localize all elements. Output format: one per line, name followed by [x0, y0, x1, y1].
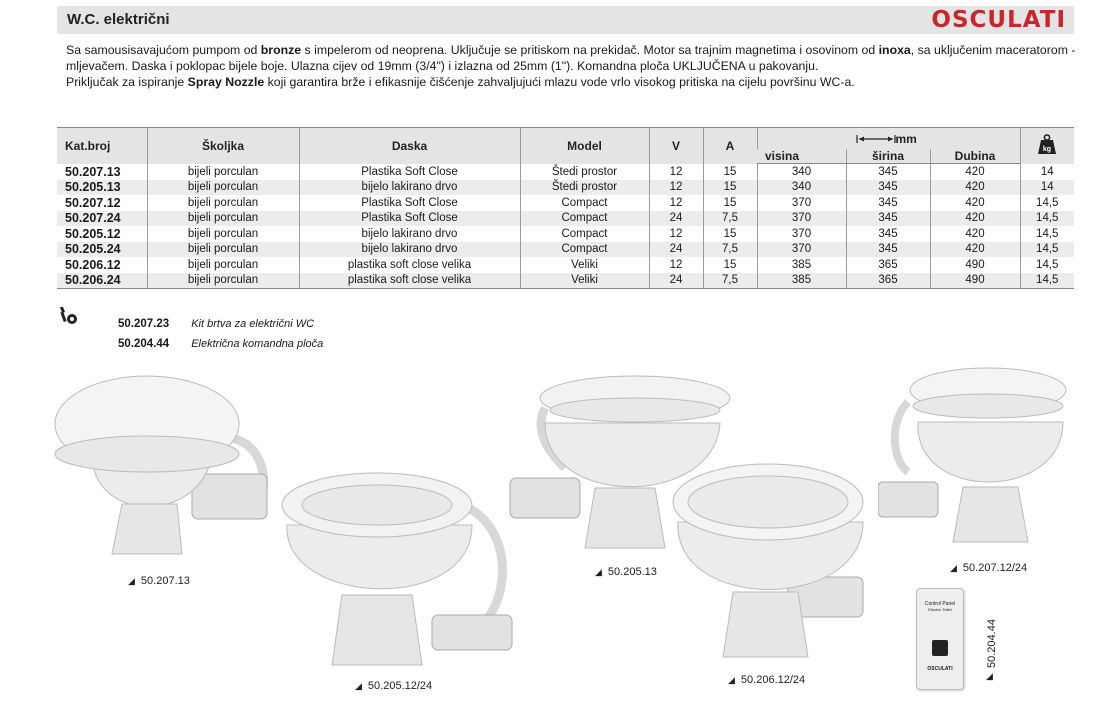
cell-height: 385: [757, 273, 846, 289]
table-row: [57, 195, 1074, 211]
desc-bold: Spray Nozzle: [187, 75, 265, 89]
desc-text: , sa uključenim maceratorom - mljevačem. Daska i poklopac bijele boje. Ulazna cijev od 19mm (3/4") i izlazna od 25mm (1"). Komandna ploča UKLJUČENA u pakovanju.: [66, 43, 1076, 73]
header-code: Kat.broj: [57, 128, 147, 164]
cell-ampere: 15: [703, 164, 757, 180]
cell-voltage: 12: [649, 164, 703, 180]
cell-weight: 14: [1020, 164, 1074, 180]
caption-text: 50.205.12/24: [367, 680, 433, 692]
cell-weight: 14,5: [1020, 273, 1074, 289]
header-ampere: A: [703, 128, 757, 164]
cell-model: Štedi prostor: [520, 164, 649, 180]
table-row: [57, 242, 1074, 258]
cell-code: 50.205.13: [57, 180, 147, 196]
cell-weight: 14,5: [1020, 242, 1074, 258]
header-seat: Daska: [299, 128, 520, 164]
spec-table: [57, 127, 1074, 289]
cell-bowl: bijeli porculan: [147, 164, 299, 180]
cell-height: 370: [757, 211, 846, 227]
cell-width: 345: [846, 242, 930, 258]
cell-bowl: bijeli porculan: [147, 211, 299, 227]
image-caption: ◢ 50.206.12/24: [728, 674, 806, 686]
section-title: W.C. električni: [67, 11, 170, 28]
cell-bowl: bijeli porculan: [147, 226, 299, 242]
cell-code: 50.207.13: [65, 164, 121, 179]
cell-code: 50.206.12: [65, 257, 121, 272]
cell-seat: Plastika Soft Close: [299, 195, 520, 211]
cell-depth: 420: [930, 242, 1020, 258]
cell-depth: 490: [930, 273, 1020, 289]
cell-seat: plastika soft close velika: [299, 273, 520, 289]
cell-code: 50.207.24: [57, 211, 147, 227]
cell-voltage: 24: [649, 211, 703, 227]
caption-text: 50.204.44: [986, 619, 998, 668]
cell-ampere: 15: [703, 257, 757, 273]
dimension-unit: mm: [895, 131, 917, 146]
cell-model: Veliki: [520, 257, 649, 273]
header-dimensions: [757, 128, 1020, 150]
table-row: [57, 226, 1074, 242]
image-caption: ◢ 50.207.13: [128, 575, 190, 587]
dimension-arrow-icon: [856, 134, 896, 144]
cell-seat: bijelo lakirano drvo: [299, 242, 520, 258]
cell-weight: 14,5: [1020, 195, 1074, 211]
table-row: [57, 164, 1074, 180]
toilet-image-50-207-12-24: [878, 362, 1068, 552]
desc-bold: inoxa: [878, 43, 911, 57]
cell-weight: 14: [1020, 180, 1074, 196]
cell-width: 345: [846, 195, 930, 211]
cell-seat: bijelo lakirano drvo: [299, 180, 520, 196]
caption-text: 50.206.12/24: [740, 674, 806, 686]
accessory-item: [118, 338, 323, 350]
cell-depth: 420: [930, 164, 1020, 180]
header-height: visina: [757, 149, 846, 164]
cell-code: 50.206.24: [57, 273, 147, 289]
desc-text: Sa samousisavajućom pumpom od: [66, 43, 261, 57]
header-voltage: V: [649, 128, 703, 164]
cell-ampere: 15: [703, 226, 757, 242]
accessory-item: [118, 318, 314, 330]
toilet-image-50-205-12-24: [272, 465, 522, 675]
cell-voltage: 24: [649, 273, 703, 289]
cell-ampere: 7,5: [703, 211, 757, 227]
cell-height: 370: [757, 226, 846, 242]
cell-ampere: 15: [703, 180, 757, 196]
product-description: [66, 42, 1076, 90]
cell-width: 345: [846, 226, 930, 242]
svg-text:kg: kg: [1043, 146, 1052, 154]
cell-depth: 420: [930, 226, 1020, 242]
cell-seat: Plastika Soft Close: [299, 164, 520, 180]
cell-model: Štedi prostor: [520, 180, 649, 196]
accessory-text: Električna komandna ploča: [191, 338, 324, 350]
cell-seat: bijelo lakirano drvo: [299, 226, 520, 242]
header-bowl: Školjka: [147, 128, 299, 164]
cell-bowl: bijeli porculan: [147, 195, 299, 211]
cell-height: 340: [757, 164, 846, 180]
accessory-text: Kit brtva za električni WC: [191, 318, 315, 330]
header-depth: Dubina: [930, 149, 1020, 164]
table-row: [57, 180, 1074, 196]
brand-logo: OSCULATI: [931, 7, 1066, 33]
image-caption: ◢ 50.205.12/24: [355, 680, 433, 692]
cell-model: Compact: [520, 195, 649, 211]
panel-caption: [986, 619, 998, 668]
cell-model: Compact: [520, 226, 649, 242]
panel-button: [932, 640, 948, 656]
table-row: [57, 211, 1074, 227]
cell-code: 50.207.12: [65, 195, 121, 210]
cell-code: 50.205.24: [57, 242, 147, 258]
cell-depth: 490: [930, 257, 1020, 273]
cell-depth: 420: [930, 211, 1020, 227]
cell-weight: 14,5: [1020, 257, 1074, 273]
cell-voltage: 12: [649, 257, 703, 273]
cell-bowl: bijeli porculan: [147, 242, 299, 258]
desc-text: s impelerom od neoprena. Uključuje se pritiskom na prekidač. Motor sa trajnim magnetima i osovinom od: [301, 43, 879, 57]
cell-weight: 14,5: [1020, 226, 1074, 242]
cell-depth: 420: [930, 195, 1020, 211]
cell-voltage: 12: [649, 180, 703, 196]
weight-icon: [1038, 134, 1056, 154]
spare-parts-icon: [57, 305, 79, 327]
cell-width: 365: [846, 257, 930, 273]
cell-weight: 14,5: [1020, 211, 1074, 227]
cell-width: 345: [846, 164, 930, 180]
cell-height: 340: [757, 180, 846, 196]
cell-code: 50.205.12: [65, 226, 121, 241]
cell-width: 365: [846, 273, 930, 289]
image-caption: ◢ 50.205.13: [595, 566, 657, 578]
cell-height: 385: [757, 257, 846, 273]
caption-text: 50.205.13: [607, 566, 657, 578]
cell-width: 345: [846, 211, 930, 227]
cell-voltage: 12: [649, 195, 703, 211]
toilet-image-50-207-13: [52, 364, 282, 564]
cell-depth: 420: [930, 180, 1020, 196]
header-model: Model: [520, 128, 649, 164]
toilet-image-50-206-12-24: [668, 462, 878, 662]
caption-text: 50.207.12/24: [962, 562, 1028, 574]
cell-ampere: 7,5: [703, 242, 757, 258]
cell-voltage: 12: [649, 226, 703, 242]
cell-ampere: 7,5: [703, 273, 757, 289]
header-width: širina: [846, 149, 930, 164]
panel-label: Control Panel: [924, 601, 956, 607]
cell-model: Compact: [520, 211, 649, 227]
table-row: [57, 273, 1074, 289]
cell-model: Veliki: [520, 273, 649, 289]
cell-seat: Plastika Soft Close: [299, 211, 520, 227]
panel-brand: OSCULATI: [927, 666, 953, 672]
accessory-code: 50.207.23: [118, 318, 170, 330]
accessory-code: 50.204.44: [118, 338, 170, 350]
cell-ampere: 15: [703, 195, 757, 211]
control-panel-image: [916, 588, 964, 690]
panel-sublabel: Electric Toilet: [928, 607, 952, 612]
table-row: [57, 257, 1074, 273]
caption-text: 50.207.13: [140, 575, 190, 587]
cell-height: 370: [757, 242, 846, 258]
cell-model: Compact: [520, 242, 649, 258]
desc-text: Priključak za ispiranje: [66, 75, 188, 89]
cell-bowl: bijeli porculan: [147, 273, 299, 289]
cell-voltage: 24: [649, 242, 703, 258]
cell-bowl: bijeli porculan: [147, 257, 299, 273]
panel-caption-marker: ◢: [986, 671, 993, 681]
cell-height: 370: [757, 195, 846, 211]
cell-bowl: bijeli porculan: [147, 180, 299, 196]
image-caption: ◢ 50.207.12/24: [950, 562, 1028, 574]
section-header: [57, 6, 1074, 34]
cell-seat: plastika soft close velika: [299, 257, 520, 273]
header-weight: [1020, 128, 1074, 164]
desc-bold: bronze: [260, 43, 302, 57]
cell-width: 345: [846, 180, 930, 196]
desc-text: koji garantira brže i efikasnije čišćenje zahvaljujući mlazu vode vrlo visokog pritiska na cijelu površinu WC-a.: [264, 75, 855, 89]
